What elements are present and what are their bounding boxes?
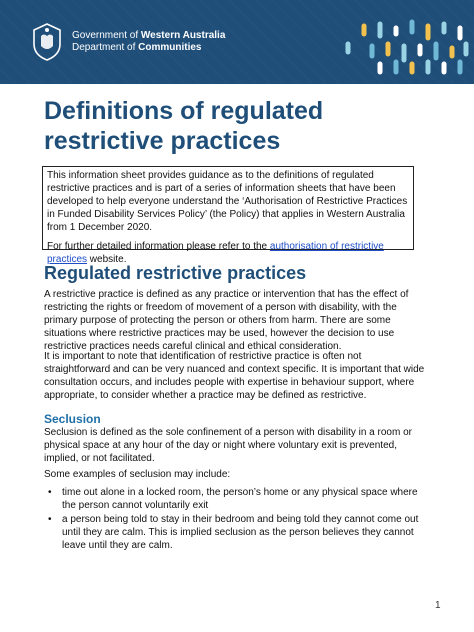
regulated-paragraph-1: A restrictive practice is defined as any practice or intervention that has the effect of restricting the rights or freedom of movement of a person with disability, with the primary purpose of protecting the person or others from harm. There are some situations where restrictive practices may be used, however the decision to use restrictive practices needs careful clinical and ethical consideration. xyxy=(44,289,409,352)
list-item xyxy=(44,486,430,512)
info-paragraph-1: This information sheet provides guidance as to the definitions of regulated restrictive practices and is part of a series of information sheets that have been developed to help everyone understand the ‘Authorisation of Restrictive Practices in Funded Disability Services Policy’ (the Policy) that applies in Western Australia from 1 December 2020. xyxy=(47,170,408,233)
title-line-2: restrictive practices xyxy=(44,127,281,155)
seclusion-paragraph-1: Seclusion is defined as the sole confinement of a person with disability in a room or physical space at any hour of the day or night where voluntary exit is prevented, implied, or not facilitated. xyxy=(44,427,412,464)
bullet-icon: • xyxy=(48,514,52,525)
page-number: 1 xyxy=(435,600,441,611)
government-wordmark xyxy=(72,30,225,54)
info-para2-suffix: website. xyxy=(87,254,127,265)
section-heading-regulated: Regulated restrictive practices xyxy=(44,263,307,283)
list-item xyxy=(44,513,430,552)
subheading-seclusion: Seclusion xyxy=(44,412,101,426)
authorisation-link[interactable]: authorisation of restrictive practices xyxy=(47,241,384,265)
gov-line2-bold: Communities xyxy=(138,42,202,53)
seclusion-examples-list xyxy=(44,486,430,553)
info-para2-prefix: For further detailed information please refer to the xyxy=(47,241,270,252)
gov-line1-prefix: Government of xyxy=(72,30,141,41)
gov-line2-prefix: Department of xyxy=(72,42,139,53)
title-line-1: Definitions of regulated xyxy=(44,97,324,125)
header-banner xyxy=(0,0,474,84)
regulated-paragraph-2: It is important to note that identification of restrictive practice is often not straightforward and can be very nuanced and context specific. It is important that wide consultation occurs, and includes people with expertise in behaviour support, where appropriate, to consider whether a practice may be defined as restrictive. xyxy=(44,351,425,401)
wa-crest-logo xyxy=(30,22,64,62)
info-box xyxy=(42,166,414,265)
decorative-dash-pattern xyxy=(300,16,470,76)
bullet-icon: • xyxy=(48,487,52,498)
seclusion-paragraph-2: Some examples of seclusion may include: xyxy=(44,469,231,480)
gov-line1-bold: Western Australia xyxy=(140,30,226,41)
list-item-text: time out alone in a locked room, the person’s home or any physical space where the person cannot voluntarily exit xyxy=(62,487,418,511)
document-title xyxy=(44,96,444,156)
list-item-text: a person being told to stay in their bedroom and being told they cannot come out until they are calm. This is implied seclusion as the person believes they cannot leave until they are calm. xyxy=(62,514,419,551)
